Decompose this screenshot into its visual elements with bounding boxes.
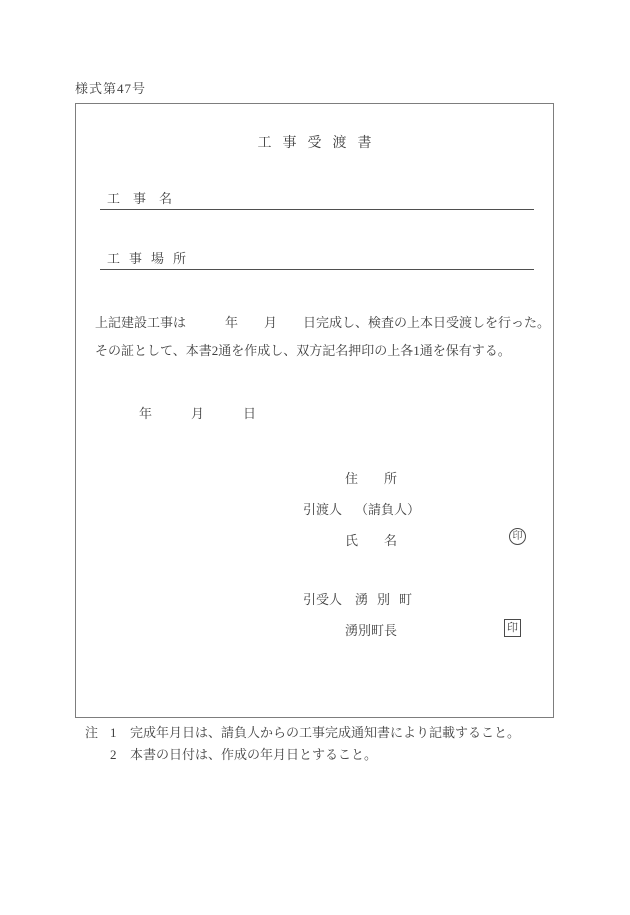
receiver-role-label: 引受人: [303, 592, 343, 607]
body-paragraph-1: 上記建設工事は 年 月 日完成し、検査の上本日受渡しを行った。: [95, 315, 551, 330]
deliverer-role-line: [303, 499, 420, 518]
deliverer-role-note: （請負人）: [355, 502, 421, 517]
deliverer-role-label: 引渡人: [303, 502, 343, 517]
construction-location-label: 工事場所: [107, 251, 196, 266]
construction-name-label: 工事名: [107, 191, 186, 206]
field-construction-name: [100, 190, 534, 210]
note-2-text: 本書の日付は、作成の年月日とすること。: [130, 747, 378, 762]
date-line: 年 月 日: [139, 406, 257, 421]
deliverer-name-label: 氏 名: [345, 533, 398, 548]
receiver-party: 湧別町: [355, 592, 422, 607]
form-number: 様式第47号: [75, 81, 147, 96]
field-construction-location: [100, 250, 534, 270]
document-title: 工事受渡書: [257, 136, 383, 151]
receiver-seal-icon: 印: [504, 619, 521, 637]
body-paragraph-2: その証として、本書2通を作成し、双方記名押印の上各1通を保有する。: [95, 343, 511, 358]
note-1-text: 完成年月日は、請負人からの工事完成通知書により記載すること。: [130, 725, 521, 740]
notes-label-spacer: [85, 746, 110, 764]
receiver-role-line: [303, 589, 421, 608]
deliverer-address-label: 住 所: [345, 471, 398, 486]
deliverer-seal-icon: 印: [509, 528, 526, 545]
receiver-signer-label: 湧別町長: [345, 623, 398, 638]
note-2-number: 2: [110, 747, 117, 762]
notes-block: [85, 724, 520, 764]
note-1-number: 1: [110, 725, 117, 740]
document-border-box: [75, 103, 554, 718]
notes-label: 注: [85, 725, 99, 740]
